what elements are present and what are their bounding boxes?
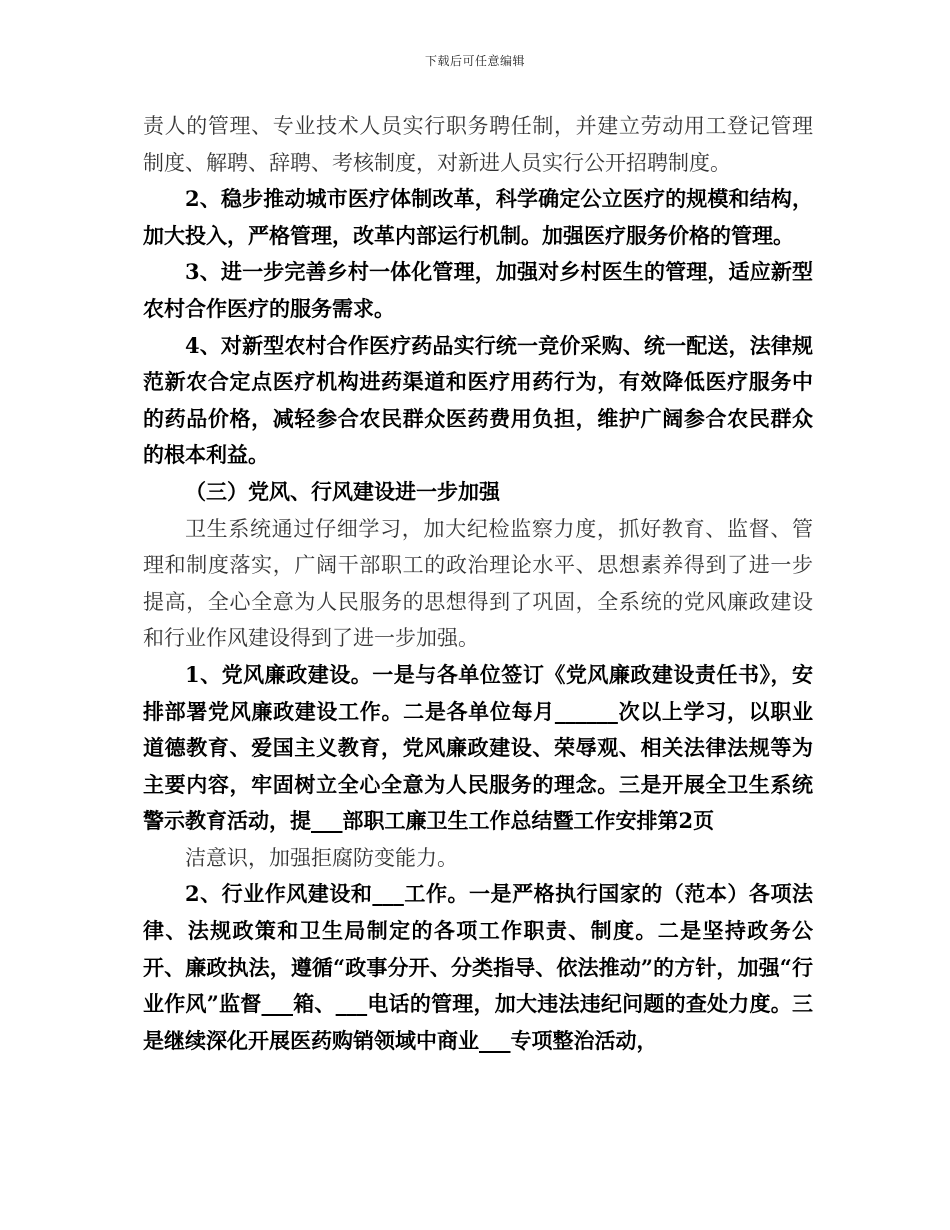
paragraph-health-system-study: 卫生系统通过仔细学习，加大纪检监察力度，抓好教育、监督、管理和制度落实，广阔干部职工的政治理论水平、思想素养得到了进一步提高，全心全意为人民服务的思想得到了巩固，全系统的党风廉政建设和行业作风建设得到了进一步加强。: [143, 516, 813, 651]
paragraph-urban-medical-reform: 2、稳步推动城市医疗体制改革，科学确定公立医疗的规模和结构，加大投入，严格管理，改革内部运行机制。加强医疗服务价格的管理。: [143, 186, 813, 248]
paragraph-staff-management: 责人的管理、专业技术人员实行职务聘任制，并建立劳动用工登记管理制度、解聘、辞聘、考核制度，对新进人员实行公开招聘制度。: [143, 114, 813, 175]
paragraph-industry-style: 2、行业作风建设和___工作。一是严格执行国家的（范本）各项法律、法规政策和卫生局制定的各项工作职责、制度。二是坚持政务公开、廉政执法，遵循“政事分开、分类指导、依法推动”的方针，加强“行业作风”监督___箱、___电话的管理，加大违法违纪问题的查处力度。三是继续深化开展医药购销领域中商业___专项整治活动，: [143, 881, 813, 1053]
document-body: [143, 108, 813, 1059]
paragraph-anti-corruption: 洁意识，加强拒腐防变能力。: [185, 845, 458, 870]
paragraph-drug-procurement: 4、对新型农村合作医疗药品实行统一竞价采购、统一配送，法律规范新农合定点医疗机构进药渠道和医疗用药行为，有效降低医疗服务中的药品价格，减轻参合农民群众医药费用负担，维护广阔参合农民群众的根本利益。: [143, 332, 813, 468]
paragraph-party-integrity: 1、党风廉政建设。一是与各单位签订《党风廉政建设责任书》，安排部署党风廉政建设工作。二是各单位每月______次以上学习，以职业道德教育、爱国主义教育，党风廉政建设、荣辱观、相关法律法规等为主要内容，牢固树立全心全意为人民服务的理念。三是开展全卫生系统警示教育活动，提___部职工廉卫生工作总结暨工作安排第2页: [143, 661, 813, 834]
paragraph-rural-integration: 3、进一步完善乡村一体化管理，加强对乡村医生的管理，适应新型农村合作医疗的服务需求。: [143, 259, 813, 321]
page-header: 下载后可任意编辑: [424, 54, 525, 68]
section-heading-party-style: （三）党风、行风建设进一步加强: [185, 478, 500, 504]
